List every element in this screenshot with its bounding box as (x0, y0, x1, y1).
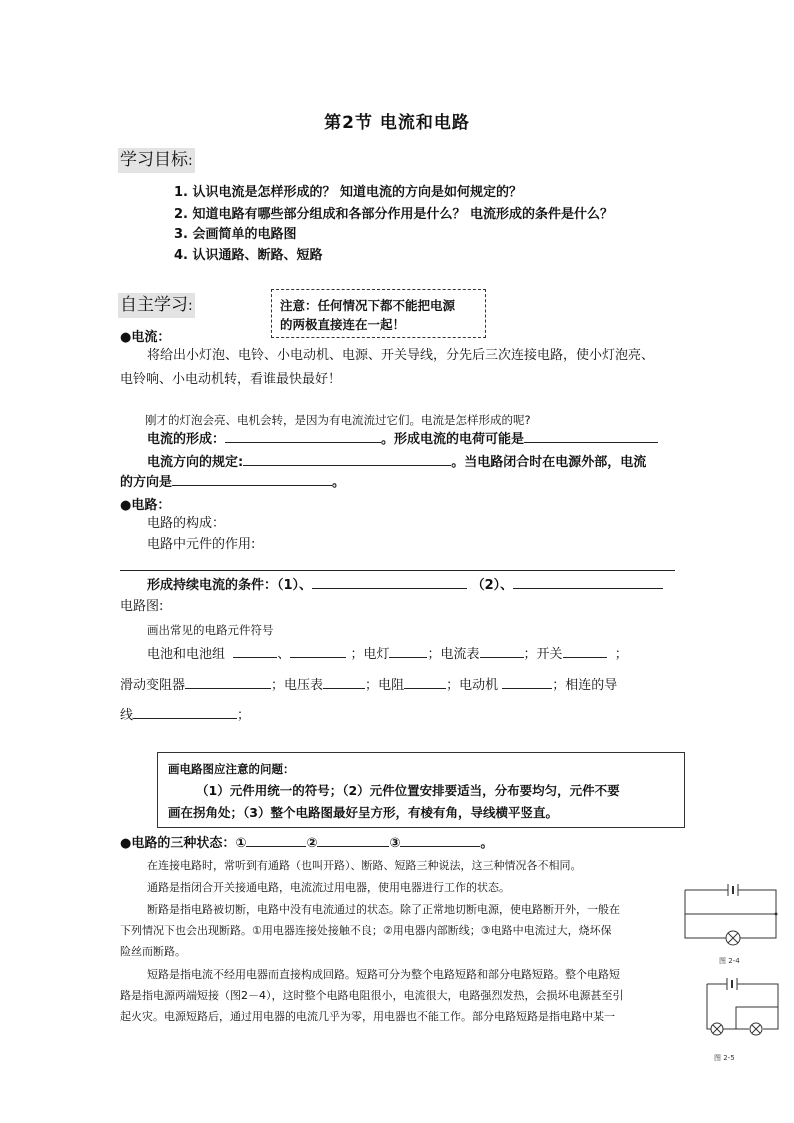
condition-2-blank[interactable] (513, 574, 663, 589)
circuit-component-role: 电路中元件的作用: (147, 537, 256, 552)
separator: ； (446, 678, 460, 693)
state-3-marker: ③ (389, 836, 401, 851)
current-direction-row2 (120, 471, 345, 495)
separator: ； (350, 647, 364, 662)
open-circuit-line: 险丝而断路。 (120, 945, 186, 958)
switch-blank[interactable] (563, 643, 607, 658)
states-paragraph: 在连接电路时，常听到有通路（也叫开路）、断路、短路三种说法，这三种情况各不相同。 (147, 859, 582, 872)
switch-label: 开关 (536, 647, 563, 662)
battery-label: 电池和电池组 (147, 647, 226, 662)
separator: ； (237, 708, 251, 723)
battery-group-blank[interactable] (290, 643, 346, 658)
separator: ； (271, 678, 285, 693)
direction-mid: 。当电路闭合时在电源外部，电流 (451, 455, 647, 470)
rheostat-label: 滑动变阻器 (120, 678, 186, 693)
circuit-composition: 电路的构成： (147, 516, 226, 531)
symbols-intro: 画出常见的电路元件符号 (147, 623, 274, 637)
page-title: 第2节 电流和电路 (324, 113, 470, 133)
conditions-label: 形成持续电流的条件： (147, 578, 278, 593)
goals-heading-text: 学习目标 (120, 150, 188, 170)
separator: ； (427, 647, 441, 662)
motor-label: 电动机 (459, 678, 499, 693)
goals-heading-colon: : (188, 153, 193, 169)
partial-short-diagram (683, 972, 783, 1044)
short-circuit-line: 起火灾。电源短路后，通过用电器的电流几乎为零，用电器也不能工作。部分电路短路是指电路中某一 (120, 1010, 615, 1023)
short-circuit-line: 短路是指电流不经用电器而直接构成回路。短路可分为整个电路短路和部分电路短路。整个电路短 (147, 968, 620, 981)
self-study-heading (118, 293, 195, 318)
resistor-blank[interactable] (404, 674, 446, 689)
condition-2-marker: （2）、 (471, 578, 514, 593)
direction-label: 电流方向的规定: (147, 455, 244, 470)
wire-label: 相连的导 (565, 678, 618, 693)
separator: ； (365, 678, 379, 693)
current-question: 刚才的灯泡会亮、电机会转，是因为有电流流过它们。电流是怎样形成的呢? (145, 413, 531, 427)
junction-dot (775, 913, 778, 916)
wire-blank[interactable] (133, 704, 237, 719)
outside-direction-blank[interactable] (172, 471, 332, 486)
states-paragraph: 通路是指闭合开关接通电路，电流流过用电器，使用电器进行工作的状态。 (147, 881, 510, 894)
drawing-rules-box (157, 752, 685, 828)
formation-label: 电流的形成： (147, 432, 226, 447)
separator: ； (523, 647, 537, 662)
condition-1-blank[interactable] (312, 574, 467, 589)
lamp-label: 电灯 (363, 647, 390, 662)
state-3-blank[interactable] (400, 832, 480, 847)
formation-mid: 。形成电流的电荷可能是 (381, 432, 525, 447)
formation-blank[interactable] (225, 428, 381, 443)
separator: ； (552, 678, 566, 693)
ammeter-label: 电流表 (440, 647, 480, 662)
current-heading: ●电流： (120, 330, 171, 345)
lamp-blank[interactable] (389, 643, 427, 658)
open-circuit-line: 断路是指电路被切断，电路中没有电流通过的状态。除了正常地切断电源，使电路断开外，一般在 (147, 903, 620, 916)
figure-caption: 图 2-5 (714, 1054, 735, 1062)
rules-line1-a: （1）元件用统一的符号； (196, 783, 343, 798)
safety-note (271, 289, 486, 338)
voltmeter-blank[interactable] (323, 674, 365, 689)
safety-note-line: 注意：任何情况下都不能把电源 (280, 298, 456, 313)
period: 。 (332, 475, 346, 490)
period: 。 (480, 836, 494, 851)
symbols-row-3 (120, 704, 250, 728)
states-row (120, 832, 493, 856)
goal-item: 1. 认识电流是怎样形成的？ 知道电流的方向是如何规定的？ (174, 185, 523, 200)
state-2-marker: ② (306, 836, 318, 851)
figure-2-4 (683, 876, 783, 946)
conditions-row (147, 574, 663, 598)
rules-heading: 画电路图应注意的问题： (168, 762, 295, 776)
circuit-heading: ●电路： (120, 498, 171, 513)
goal-item: 2. 知道电路有哪些部分组成和各部分作用是什么？ 电流形成的条件是什么？ (174, 207, 614, 222)
current-paragraph-line: 电铃响、小电动机转，看谁最快最好！ (120, 372, 342, 387)
self-study-heading-colon: : (188, 298, 193, 314)
direction-line2: 的方向是 (120, 475, 173, 490)
symbols-row-1 (147, 643, 628, 667)
short-circuit-diagram (683, 876, 783, 946)
resistor-label: 电阻 (378, 678, 405, 693)
ammeter-blank[interactable] (480, 643, 524, 658)
motor-blank[interactable] (502, 674, 552, 689)
rules-line (168, 780, 674, 802)
condition-1-marker: （1）、 (277, 578, 313, 593)
rheostat-blank[interactable] (185, 674, 271, 689)
goals-heading (118, 148, 195, 173)
separator: ； (614, 647, 628, 662)
wire-label-end: 线 (120, 708, 134, 723)
state-1-marker: ① (235, 836, 247, 851)
current-formation-row (147, 428, 658, 452)
states-heading: ●电路的三种状态： (120, 836, 236, 851)
symbols-row-2 (120, 674, 617, 698)
state-1-blank[interactable] (246, 832, 306, 847)
figure-caption: 图 2-4 (719, 957, 740, 965)
battery-blank[interactable] (233, 643, 277, 658)
figure-2-5 (683, 972, 783, 1044)
rules-line1-b: （2）元件位置安排要适当，分布要均匀，元件不要 (342, 783, 620, 798)
rules-line: 画在拐角处；（3）整个电路图最好呈方形，有棱有角，导线横平竖直。 (168, 805, 558, 820)
direction-blank[interactable] (243, 451, 451, 466)
charge-blank[interactable] (524, 428, 658, 443)
goal-item: 3. 会画简单的电路图 (174, 227, 297, 242)
goal-item: 4. 认识通路、断路、短路 (174, 248, 323, 263)
self-study-heading-text: 自主学习 (120, 295, 188, 315)
separator: 、 (277, 647, 291, 662)
answer-line[interactable] (120, 570, 675, 571)
open-circuit-line: 下列情况下也会出现断路。①用电器连接处接触不良；②用电器内部断线；③电路中电流过大，烧坏保 (120, 924, 612, 937)
diagram-label: 电路图: (120, 599, 164, 614)
voltmeter-label: 电压表 (284, 678, 324, 693)
current-paragraph-line: 将给出小灯泡、电铃、小电动机、电源、开关导线，分先后三次连接电路，使小灯泡亮、 (147, 348, 655, 363)
short-circuit-line: 路是指电源两端短接（图2－4），这时整个电路电阻很小，电流很大，电路强烈发热，会损坏电源甚至引 (120, 989, 624, 1002)
safety-note-line: 的两极直接连在一起！ (280, 317, 406, 332)
state-2-blank[interactable] (317, 832, 389, 847)
